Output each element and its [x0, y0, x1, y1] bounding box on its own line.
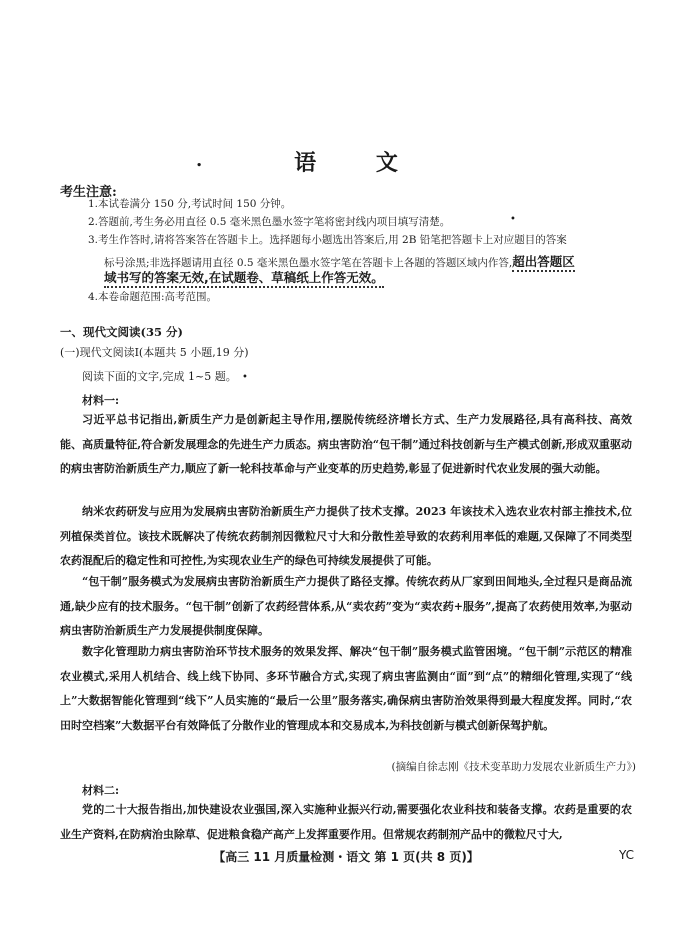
notice-item-2: 2.答题前,考生务必用直径 0.5 毫米黑色墨水签字笔将密封线内项目填写清楚。 [88, 216, 451, 228]
notice-item-3: 3.考生作答时,请将答案答在答题卡上。选择题每小题选出答案后,用 2B 铅笔把答题卡上对应题目的答案 [88, 234, 567, 246]
paragraph-4: 数字化管理助力病虫害防治环节技术服务的效果发挥、解决“包干制”服务模式监管困境。“包干制”示范区的精准农业模式,采用人机结合、线上线下协同、多环节融合方式,实现了病虫害监测由“面”到“点”的精细化管理,实现了“线上”大数据智能化管理到“线下”人员实施的“最后一公里”服务落实,确保病虫害防治效果得到最大程度发挥。同时,“农田时空档案”大数据平台有效降低了分散作业的管理成本和交易成本,为科技创新与模式创新保驾护航。 [60, 645, 632, 732]
notice-item-3-text: 标号涂黑;非选择题请用直径 0.5 毫米黑色墨水签字笔在答题卡上各题的答题区域内作答, [104, 257, 513, 269]
subsection-heading: (一)现代文阅读Ⅰ(本题共 5 小题,19 分) [60, 346, 249, 359]
stray-mark: • [510, 214, 516, 225]
notice-item-3-emphasis-line [104, 268, 384, 286]
material-1-label: 材料一: [82, 394, 120, 407]
notice-heading: 考生注意: [60, 185, 117, 200]
notice-item-4: 4.本卷命题范围:高考范围。 [88, 291, 218, 303]
notice-item-1: 1.本试卷满分 150 分,考试时间 150 分钟。 [88, 198, 292, 210]
notice-emphasis-1: 超出答题区 [512, 254, 575, 272]
reading-instruction: 阅读下面的文字,完成 1~5 题。 [82, 370, 237, 383]
footer-code: YC [618, 848, 634, 862]
material-2-label: 材料二: [82, 784, 120, 797]
notice-emphasis-2: 域书写的答案无效,在试题卷、草稿纸上作答无效。 [104, 270, 384, 288]
paragraph-2: 纳米农药研发与应用为发展病虫害防治新质生产力提供了技术支撑。2023 年该技术入选农业农村部主推技术,位列植保类首位。该技术既解决了传统农药制剂因微粒尺寸大和分散性差导致的农药利用率低的难题,又保障了不同类型农药混配后的稳定性和可控性,为实现农业生产的绿色可持续发展提供了可能。 [60, 505, 632, 567]
title-dot: . [196, 150, 203, 171]
paragraph-5: 党的二十大报告指出,加快建设农业强国,深入实施种业振兴行动,需要强化农业科技和装备支撑。农药是重要的农业生产资料,在防病治虫除草、促进粮食稳产高产上发挥重要作用。但常规农药制剂产品中的微粒尺寸大, [60, 803, 632, 841]
source-citation: (摘编自徐志刚《技术变革助力发展农业新质生产力》) [391, 761, 636, 773]
paragraph-3: “包干制”服务模式为发展病虫害防治新质生产力提供了路径支撑。传统农药从厂家到田间地头,全过程只是商品流通,缺少应有的技术服务。“包干制”创新了农药经营体系,从“卖农药”变为“卖农药+服务”,提高了农药使用效率,为驱动病虫害防治新质生产力发展提供制度保障。 [60, 575, 632, 637]
title-row [0, 146, 692, 176]
footer-text: 【高三 11 月质量检测・语文 第 1 页(共 8 页)】 [213, 850, 479, 864]
paragraph-1: 习近平总书记指出,新质生产力是创新起主导作用,摆脱传统经济增长方式、生产力发展路径,具有高科技、高效能、高质量特征,符合新发展理念的先进生产力质态。病虫害防治“包干制”通过科技创新与生产模式创新,形成双重驱动的病虫害防治新质生产力,顺应了新一轮科技革命与产业变革的历史趋势,彰显了促进新时代农业发展的强大动能。 [60, 413, 632, 475]
page-title: 语 文 [294, 150, 424, 176]
page-footer [0, 848, 692, 866]
section-heading: 一、现代文阅读(35 分) [60, 325, 183, 339]
stray-mark: • [242, 372, 248, 383]
